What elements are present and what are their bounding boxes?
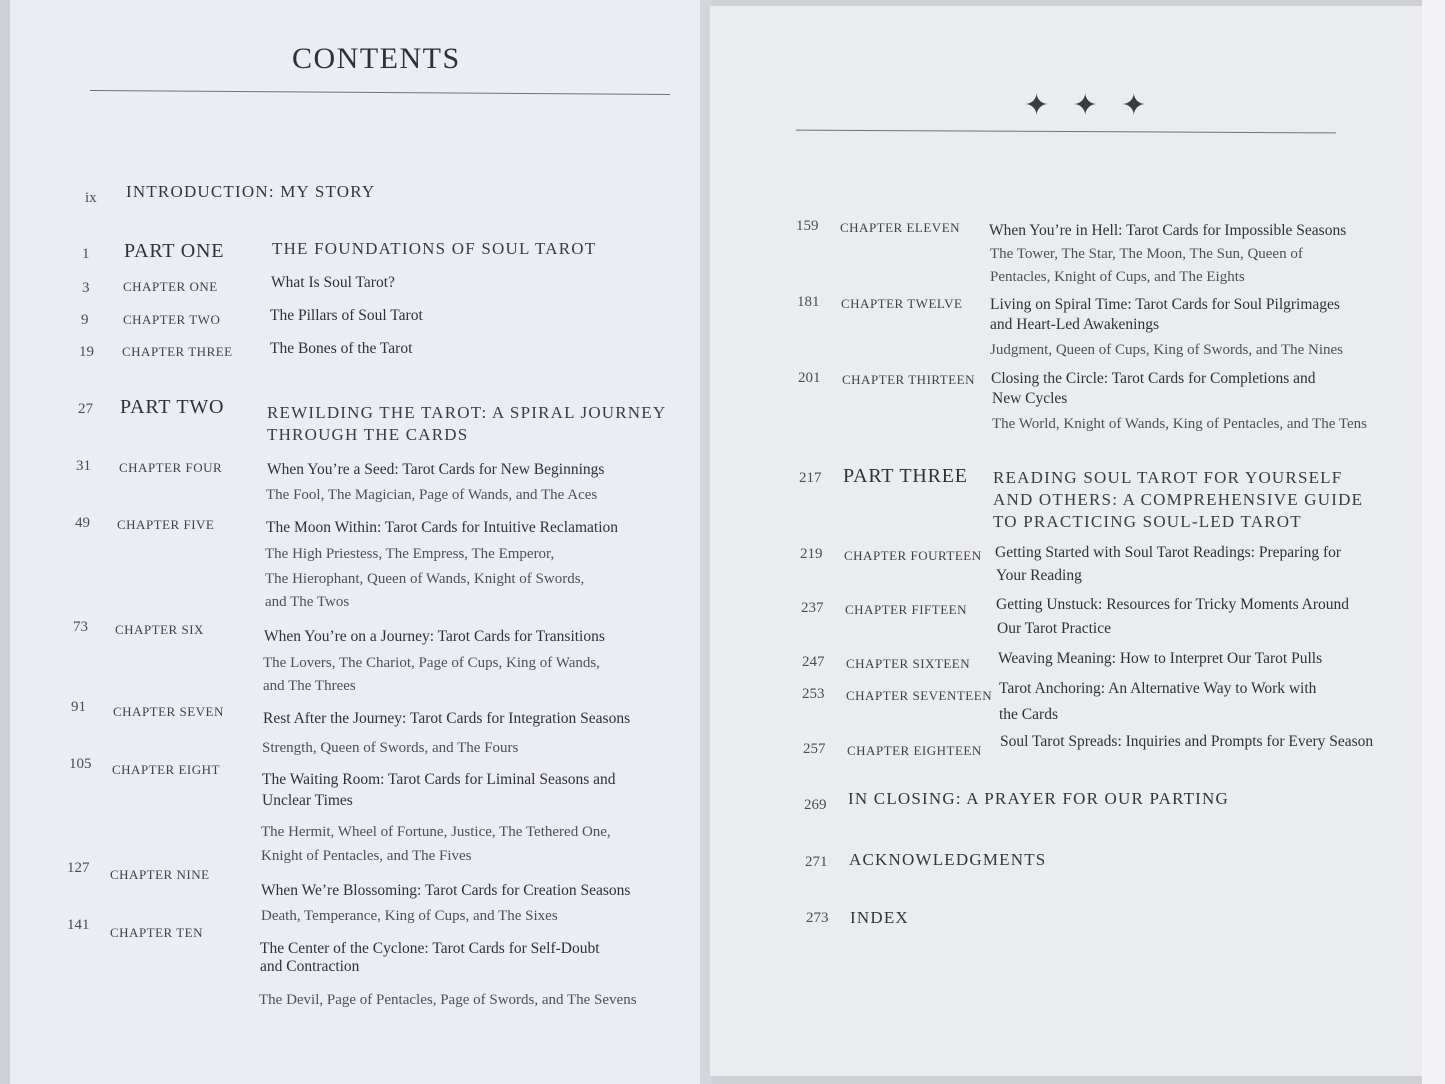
chapter-cards: Knight of Pentacles, and The Fives: [261, 848, 472, 864]
part-three-title-cont: TO PRACTICING SOUL-LED TAROT: [993, 512, 1302, 531]
contents-title: CONTENTS: [292, 42, 461, 75]
chapter-title-cont: New Cycles: [992, 390, 1068, 407]
chapter-label: CHAPTER THIRTEEN: [842, 372, 976, 387]
part-two-title[interactable]: REWILDING THE TAROT: A SPIRAL JOURNEY: [267, 403, 667, 422]
chapter-cards: Judgment, Queen of Cups, King of Swords, and The Nines: [990, 342, 1344, 358]
chapter-page: 141: [67, 917, 90, 933]
part-three-page: 217: [799, 470, 822, 486]
chapter-page: 73: [73, 619, 88, 635]
chapter-title[interactable]: When You’re in Hell: Tarot Cards for Impossible Seasons: [989, 222, 1347, 239]
acknowledgments-page: 271: [805, 854, 828, 870]
chapter-title[interactable]: Rest After the Journey: Tarot Cards for Integration Seasons: [263, 710, 631, 727]
chapter-title[interactable]: When You’re a Seed: Tarot Cards for New Beginnings: [267, 461, 605, 478]
chapter-label: CHAPTER SIXTEEN: [846, 656, 971, 671]
chapter-title[interactable]: Soul Tarot Spreads: Inquiries and Prompts for Every Season: [1000, 733, 1374, 750]
chapter-page: 105: [69, 756, 92, 772]
chapter-title[interactable]: The Center of the Cyclone: Tarot Cards for Self-Doubt: [260, 940, 600, 957]
chapter-page: 3: [82, 280, 90, 296]
chapter-page: 219: [800, 546, 823, 562]
chapter-page: 127: [67, 860, 90, 876]
chapter-label: CHAPTER ONE: [123, 279, 218, 294]
chapter-title[interactable]: Getting Started with Soul Tarot Readings: Preparing for: [995, 544, 1342, 561]
chapter-title[interactable]: Closing the Circle: Tarot Cards for Completions and: [991, 370, 1316, 387]
chapter-label: CHAPTER FIVE: [117, 517, 215, 532]
chapter-page: 159: [796, 218, 819, 234]
chapter-label: CHAPTER TWELVE: [841, 296, 963, 311]
chapter-cards: The Lovers, The Chariot, Page of Cups, King of Wands,: [263, 655, 600, 671]
chapter-label: CHAPTER EIGHTEEN: [847, 743, 982, 758]
part-one-title[interactable]: THE FOUNDATIONS OF SOUL TAROT: [272, 239, 597, 258]
chapter-label: CHAPTER TWO: [123, 312, 221, 327]
intro-page: ix: [85, 190, 97, 206]
closing-page: 269: [804, 797, 827, 813]
part-three-title[interactable]: READING SOUL TAROT FOR YOURSELF: [993, 468, 1343, 487]
chapter-title-cont: and Heart-Led Awakenings: [990, 316, 1160, 333]
chapter-title-cont: and Contraction: [260, 958, 360, 975]
intro-entry[interactable]: INTRODUCTION: MY STORY: [126, 182, 376, 201]
chapter-page: 247: [802, 654, 825, 670]
chapter-title[interactable]: What Is Soul Tarot?: [271, 274, 395, 291]
chapter-cards: and The Threes: [263, 678, 356, 694]
chapter-title[interactable]: Getting Unstuck: Resources for Tricky Moments Around: [996, 596, 1350, 613]
chapter-label: CHAPTER FOUR: [119, 460, 223, 475]
part-one-page: 1: [82, 246, 90, 262]
chapter-cards: Death, Temperance, King of Cups, and The Sixes: [261, 908, 558, 924]
chapter-page: 9: [81, 312, 89, 328]
chapter-page: 237: [801, 600, 824, 616]
chapter-label: CHAPTER SIX: [115, 622, 204, 637]
chapter-title[interactable]: Tarot Anchoring: An Alternative Way to Work with: [999, 680, 1317, 697]
chapter-cards: The World, Knight of Wands, King of Pentacles, and The Tens: [992, 416, 1367, 432]
chapter-label: CHAPTER TEN: [110, 925, 204, 940]
part-three-title-cont: AND OTHERS: A COMPREHENSIVE GUIDE: [993, 490, 1364, 509]
chapter-cards: and The Twos: [265, 594, 350, 610]
chapter-page: 253: [802, 686, 825, 702]
chapter-cards: The Tower, The Star, The Moon, The Sun, Queen of: [990, 246, 1303, 262]
chapter-title-cont: Your Reading: [996, 567, 1082, 584]
chapter-title[interactable]: The Waiting Room: Tarot Cards for Liminal Seasons and: [262, 771, 616, 788]
chapter-title[interactable]: The Pillars of Soul Tarot: [270, 307, 423, 324]
chapter-title[interactable]: The Moon Within: Tarot Cards for Intuitive Reclamation: [266, 519, 618, 536]
chapter-title[interactable]: The Bones of the Tarot: [270, 340, 413, 357]
chapter-cards: Pentacles, Knight of Cups, and The Eights: [990, 269, 1245, 285]
chapter-cards: The Devil, Page of Pentacles, Page of Swords, and The Sevens: [259, 992, 637, 1008]
chapter-title-cont: Unclear Times: [262, 792, 353, 809]
chapter-label: CHAPTER FIFTEEN: [845, 602, 967, 617]
chapter-title[interactable]: When You’re on a Journey: Tarot Cards for Transitions: [264, 628, 605, 645]
chapter-title-cont: Our Tarot Practice: [997, 620, 1111, 637]
chapter-cards: The Hierophant, Queen of Wands, Knight of Swords,: [265, 571, 585, 587]
chapter-page: 181: [797, 294, 820, 310]
chapter-cards: The Fool, The Magician, Page of Wands, and The Aces: [266, 487, 598, 503]
index-page: 273: [806, 910, 829, 926]
chapter-page: 201: [798, 370, 821, 386]
chapter-label: CHAPTER ELEVEN: [840, 220, 961, 235]
part-two-title-cont: THROUGH THE CARDS: [267, 425, 469, 444]
chapter-cards: Strength, Queen of Swords, and The Fours: [262, 740, 519, 756]
closing-entry[interactable]: IN CLOSING: A PRAYER FOR OUR PARTING: [848, 789, 1229, 808]
chapter-label: CHAPTER EIGHT: [112, 762, 220, 777]
part-two-label: PART TWO: [120, 396, 225, 418]
chapter-cards: The Hermit, Wheel of Fortune, Justice, The Tethered One,: [261, 824, 611, 840]
chapter-title-cont: the Cards: [999, 706, 1058, 723]
chapter-page: 49: [75, 515, 90, 531]
star-ornament-icon: ✦ ✦ ✦: [1024, 89, 1155, 122]
chapter-title[interactable]: When We’re Blossoming: Tarot Cards for Creation Seasons: [261, 882, 631, 899]
chapter-title[interactable]: Weaving Meaning: How to Interpret Our Tarot Pulls: [998, 650, 1323, 667]
chapter-page: 257: [803, 741, 826, 757]
part-three-label: PART THREE: [843, 465, 968, 487]
chapter-title[interactable]: Living on Spiral Time: Tarot Cards for Soul Pilgrimages: [990, 296, 1340, 313]
chapter-page: 19: [79, 344, 94, 360]
page-edge: [1422, 0, 1445, 1084]
chapter-label: CHAPTER FOURTEEN: [844, 548, 982, 563]
chapter-label: CHAPTER SEVEN: [113, 704, 224, 719]
chapter-page: 31: [76, 458, 91, 474]
chapter-page: 91: [71, 699, 86, 715]
chapter-label: CHAPTER NINE: [110, 867, 210, 882]
index-entry[interactable]: INDEX: [850, 908, 909, 927]
part-two-page: 27: [78, 401, 93, 417]
acknowledgments-entry[interactable]: ACKNOWLEDGMENTS: [849, 850, 1047, 869]
part-one-label: PART ONE: [124, 240, 225, 262]
chapter-label: CHAPTER SEVENTEEN: [846, 688, 993, 703]
chapter-cards: The High Priestess, The Empress, The Emperor,: [265, 546, 555, 562]
chapter-label: CHAPTER THREE: [122, 344, 233, 359]
